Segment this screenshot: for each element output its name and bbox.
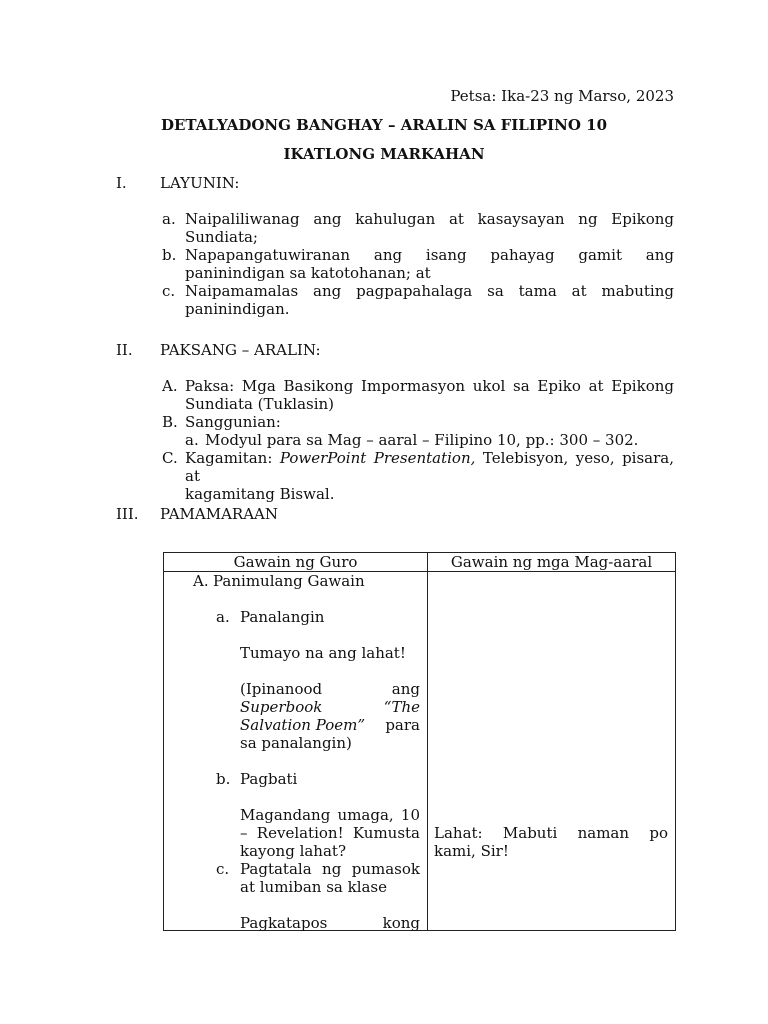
list-item-kagamitan bbox=[162, 449, 674, 503]
list-marker: c. bbox=[162, 282, 176, 300]
list-item-line: Paksa: Mga Basikong Impormasyon ukol sa Epiko at Epikong bbox=[185, 377, 674, 395]
list-item-line: Sundiata; bbox=[185, 228, 258, 246]
section-label: LAYUNIN: bbox=[160, 174, 240, 192]
cell-gawain-mag-aaral bbox=[428, 572, 676, 931]
list-item-line: Sanggunian: bbox=[185, 413, 281, 431]
column-header-mag-aaral: Gawain ng mga Mag-aaral bbox=[428, 553, 676, 572]
sub-activity-title: Pagbati bbox=[240, 770, 298, 788]
column-header-guro: Gawain ng Guro bbox=[164, 553, 428, 572]
teacher-note: (Ipinanood ang Superbook “The Salvation Poem” para sa panalangin) bbox=[240, 680, 420, 752]
sub-list-item bbox=[185, 431, 674, 449]
teacher-greeting: Magandang umaga, 10 – Revelation! Kumusta kayong lahat? bbox=[240, 806, 420, 860]
list-item-line: Naipamamalas ang pagpapahalaga sa tama at mabuting bbox=[185, 282, 674, 300]
sub-activity-pagbati bbox=[216, 770, 297, 788]
activity-heading bbox=[193, 572, 365, 590]
list-item bbox=[162, 210, 674, 246]
list-marker: b. bbox=[216, 770, 231, 788]
section-label: PAKSANG – ARALIN: bbox=[160, 341, 321, 359]
list-item-line: paninindigan. bbox=[185, 300, 290, 318]
cell-gawain-guro bbox=[164, 572, 428, 931]
kagamitan-rest: Telebisyon, yeso, pisara, at bbox=[185, 449, 674, 485]
list-item-line: kagamitang Biswal. bbox=[185, 485, 335, 503]
list-item-line: Sundiata (Tuklasin) bbox=[185, 395, 335, 413]
list-marker: A. bbox=[193, 572, 209, 590]
document-date: Petsa: Ika-23 ng Marso, 2023 bbox=[450, 87, 674, 105]
procedure-table bbox=[163, 552, 676, 931]
section-number: III. bbox=[116, 505, 139, 523]
sub-list-text: Modyul para sa Mag – aaral – Filipino 10, pp.: 300 – 302. bbox=[205, 431, 639, 449]
list-marker: a. bbox=[216, 608, 230, 626]
list-item bbox=[162, 282, 674, 318]
list-item-sanggunian bbox=[162, 413, 674, 449]
list-item-line: Naipaliliwanag ang kahulugan at kasaysayan ng Epikong bbox=[185, 210, 674, 228]
section-number: II. bbox=[116, 341, 133, 359]
list-item bbox=[162, 246, 674, 282]
activity-title: Panimulang Gawain bbox=[213, 572, 365, 590]
section-number: I. bbox=[116, 174, 127, 192]
teacher-line: Pagkatapos kong bbox=[240, 914, 420, 932]
list-item-line bbox=[185, 449, 674, 485]
kagamitan-prefix: Kagamitan: bbox=[185, 449, 280, 467]
section-label: PAMAMARAAN bbox=[160, 505, 279, 523]
list-marker: b. bbox=[162, 246, 177, 264]
list-item-line: paninindigan sa katotohanan; at bbox=[185, 264, 431, 282]
teacher-line: Tumayo na ang lahat! bbox=[240, 644, 406, 662]
topic-list bbox=[162, 377, 674, 503]
list-marker: a. bbox=[162, 210, 176, 228]
sub-activity-title: Pagtatala ng pumasok at lumiban sa klase bbox=[240, 860, 420, 896]
list-marker: B. bbox=[162, 413, 178, 431]
list-marker: c. bbox=[216, 860, 230, 878]
list-marker: a. bbox=[185, 431, 199, 449]
table-row bbox=[164, 572, 676, 931]
student-response: Lahat: Mabuti naman po kami, Sir! bbox=[434, 824, 668, 860]
sub-activity-panalangin bbox=[216, 608, 324, 626]
kagamitan-italic: PowerPoint Presentation, bbox=[279, 449, 476, 467]
document-subtitle: IKATLONG MARKAHAN bbox=[283, 145, 485, 163]
list-marker: A. bbox=[162, 377, 178, 395]
list-marker: C. bbox=[162, 449, 178, 467]
list-item-paksa bbox=[162, 377, 674, 413]
table-header-row bbox=[164, 553, 676, 572]
list-item-line: Napapangatuwiranan ang isang pahayag gamit ang bbox=[185, 246, 674, 264]
sub-activity-title: Panalangin bbox=[240, 608, 325, 626]
objectives-list bbox=[162, 210, 674, 318]
document-title: DETALYADONG BANGHAY – ARALIN SA FILIPINO 10 bbox=[160, 116, 608, 134]
